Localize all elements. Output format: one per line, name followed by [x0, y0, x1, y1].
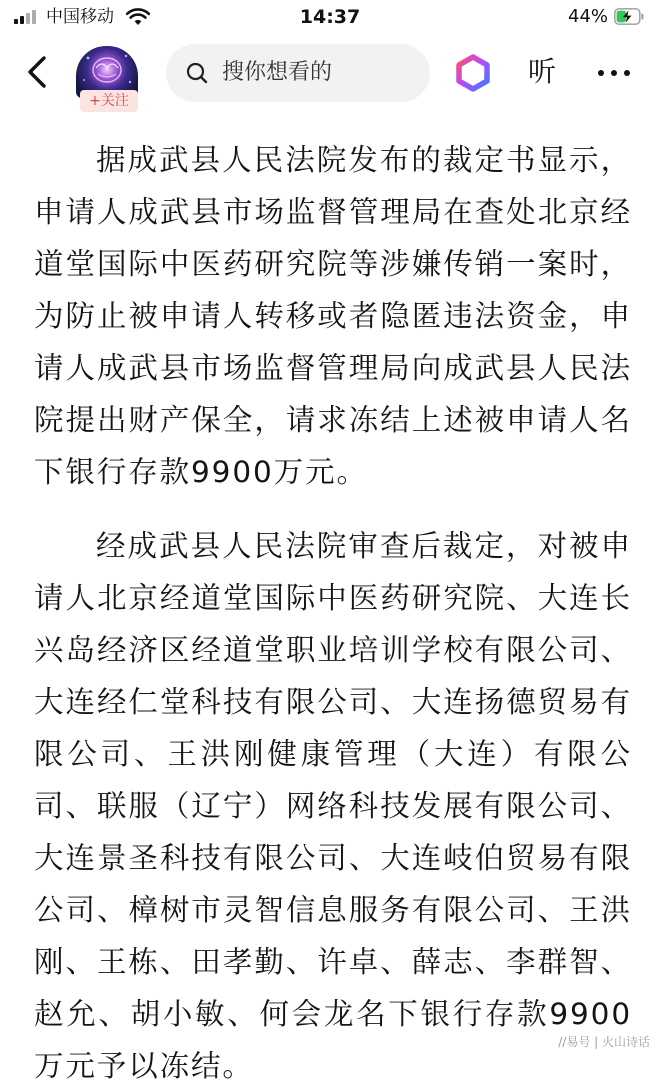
top-nav-bar [0, 36, 660, 110]
battery-percent: 44% [568, 6, 609, 27]
search-placeholder: 搜你想看的 [222, 60, 333, 85]
clock: 14:37 [299, 6, 361, 28]
more-dots-icon[interactable] [596, 70, 632, 78]
author-profile[interactable] [76, 46, 142, 110]
status-bar [0, 0, 660, 34]
watermark: //易号 | 火山诗话 [558, 1035, 650, 1049]
follow-button[interactable]: +关注 [80, 90, 138, 112]
chevron-left-icon[interactable] [20, 52, 56, 92]
wifi-icon [126, 8, 150, 26]
app-logo-icon[interactable] [454, 54, 492, 92]
carrier-name: 中国移动 [46, 7, 114, 27]
battery-charging-icon [614, 8, 644, 25]
article-paragraph: 据成武县人民法院发布的裁定书显示，申请人成武县市场监督管理局在查处北京经道堂国际中医药研究院等涉嫌传销一案时，为防止被申请人转移或者隐匿违法资金，申请人成武县市场监督管理局向成武县人民法院提出财产保全，请求冻结上述被申请人名下银行存款9900万元。 [34, 143, 632, 489]
search-icon [186, 62, 208, 84]
signal-icon [14, 10, 40, 24]
article-body [0, 128, 660, 1083]
article-paragraph: 经成武县人民法院审查后裁定，对被申请人北京经道堂国际中医药研究院、大连长兴岛经济区经道堂职业培训学校有限公司、大连经仁堂科技有限公司、大连扬德贸易有限公司、王洪刚健康管理（大连）有限公司、联服（辽宁）网络科技发展有限公司、大连景圣科技有限公司、大连岐伯贸易有限公司、樟树市灵智信息服务有限公司、王洪刚、王栋、田孝勤、许卓、薛志、李群智、赵允、胡小敏、何会龙名下银行存款9900万元予以冻结。 [34, 529, 632, 1083]
listen-button[interactable]: 听 [528, 55, 557, 88]
search-input[interactable] [166, 44, 430, 102]
